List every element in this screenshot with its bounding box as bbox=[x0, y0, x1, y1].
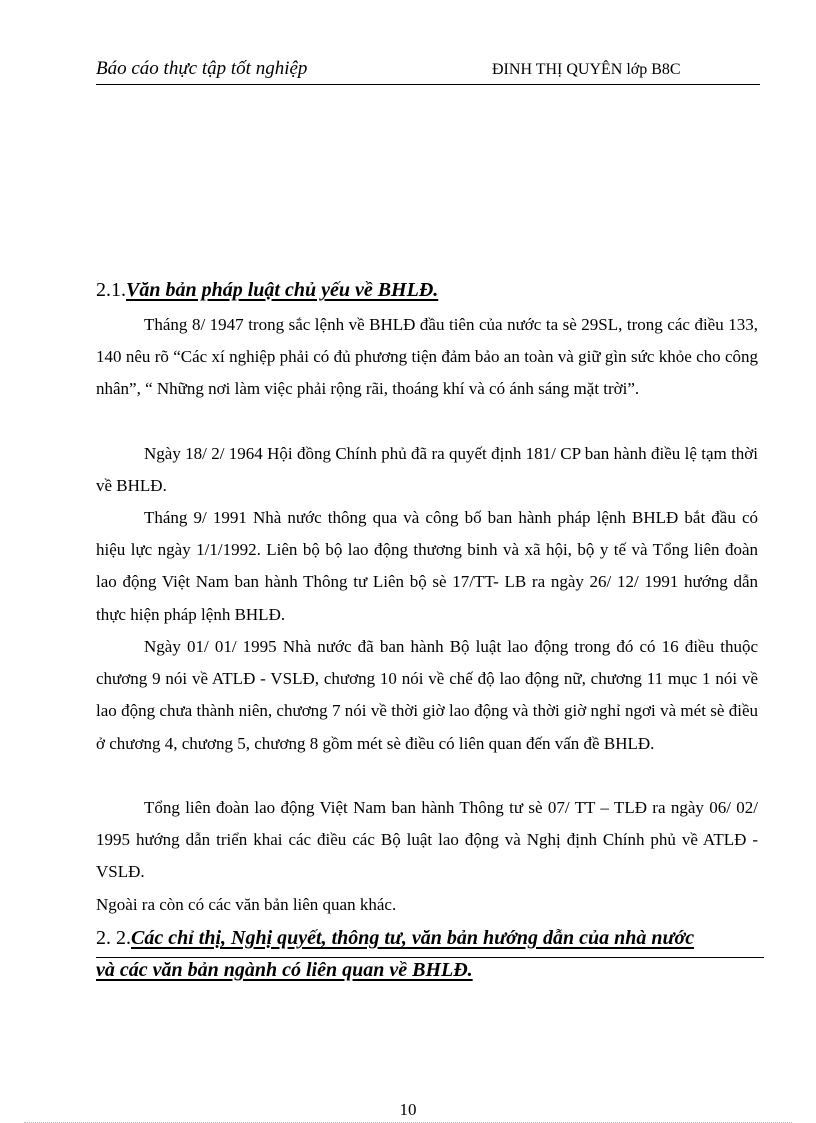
paragraph: Ngày 18/ 2/ 1964 Hội đồng Chính phủ đã ra quyết định 181/ CP ban hành điều lệ tạm thời về BHLĐ. bbox=[96, 444, 758, 496]
section-heading-2-1 bbox=[96, 276, 438, 304]
section-number: 2.1. bbox=[96, 279, 126, 301]
report-title: Báo cáo thực tập tốt nghiệp bbox=[96, 58, 308, 79]
paragraph: Ngoài ra còn có các văn bản liên quan khác. bbox=[96, 895, 397, 914]
page-number: 10 bbox=[399, 1100, 417, 1119]
section-title-line-1: Các chỉ thị, Nghị quyết, thông tư, văn bản hướng dẫn của nhà nước bbox=[131, 927, 695, 949]
paragraph: Tổng liên đoàn lao động Việt Nam ban hành Thông tư sè 07/ TT – TLĐ ra ngày 06/ 02/ 1995 hướng dẫn triển khai các điều các Bộ luật lao động và Nghị định Chính phủ về ATLĐ - VSLĐ. bbox=[96, 798, 758, 882]
heading-rule bbox=[96, 957, 764, 958]
paragraph: Ngày 01/ 01/ 1995 Nhà nước đã ban hành Bộ luật lao động trong đó có 16 điều thuộc chương 9 nói về ATLĐ - VSLĐ, chương 10 nói về chế độ lao động nữ, chương 11 mục 1 nói về lao động chưa thành niên, chương 7 nói về thời giờ lao động và thời giờ nghỉ ngơi và mét sè điều ở chương 4, chương 5, chương 8 gồm mét sè điều có liên quan đến vấn đề BHLĐ. bbox=[96, 637, 758, 753]
section-heading-2-2 bbox=[96, 924, 695, 981]
section-title: Văn bản pháp luật chủ yếu về BHLĐ. bbox=[126, 279, 439, 301]
paragraph: Tháng 8/ 1947 trong sắc lệnh về BHLĐ đầu tiên của nước ta sè 29SL, trong các điều 133, 140 nêu rõ “Các xí nghiệp phải có đủ phương tiện đảm bảo an toàn và giữ gìn sức khỏe cho công nhân”, “ Những nơi làm việc phải rộng rãi, thoáng khí và có ánh sáng mặt trời”. bbox=[96, 315, 758, 399]
author-class: ĐINH THỊ QUYÊN lớp B8C bbox=[492, 61, 681, 78]
paragraph: Tháng 9/ 1991 Nhà nước thông qua và công bố ban hành pháp lệnh BHLĐ bắt đầu có hiệu lực ngày 1/1/1992. Liên bộ bộ lao động thương binh và xã hội, bộ y tế và Tổng liên đoàn lao động Việt Nam ban hành Thông tư Liên bộ sè 17/TT- LB ra ngày 26/ 12/ 1991 hướng dẫn thực hiện pháp lệnh BHLĐ. bbox=[96, 508, 758, 624]
page-header bbox=[96, 56, 760, 85]
section-number: 2. 2. bbox=[96, 927, 131, 949]
section-title-line-2: và các văn bản ngành có liên quan về BHLĐ. bbox=[96, 959, 473, 981]
